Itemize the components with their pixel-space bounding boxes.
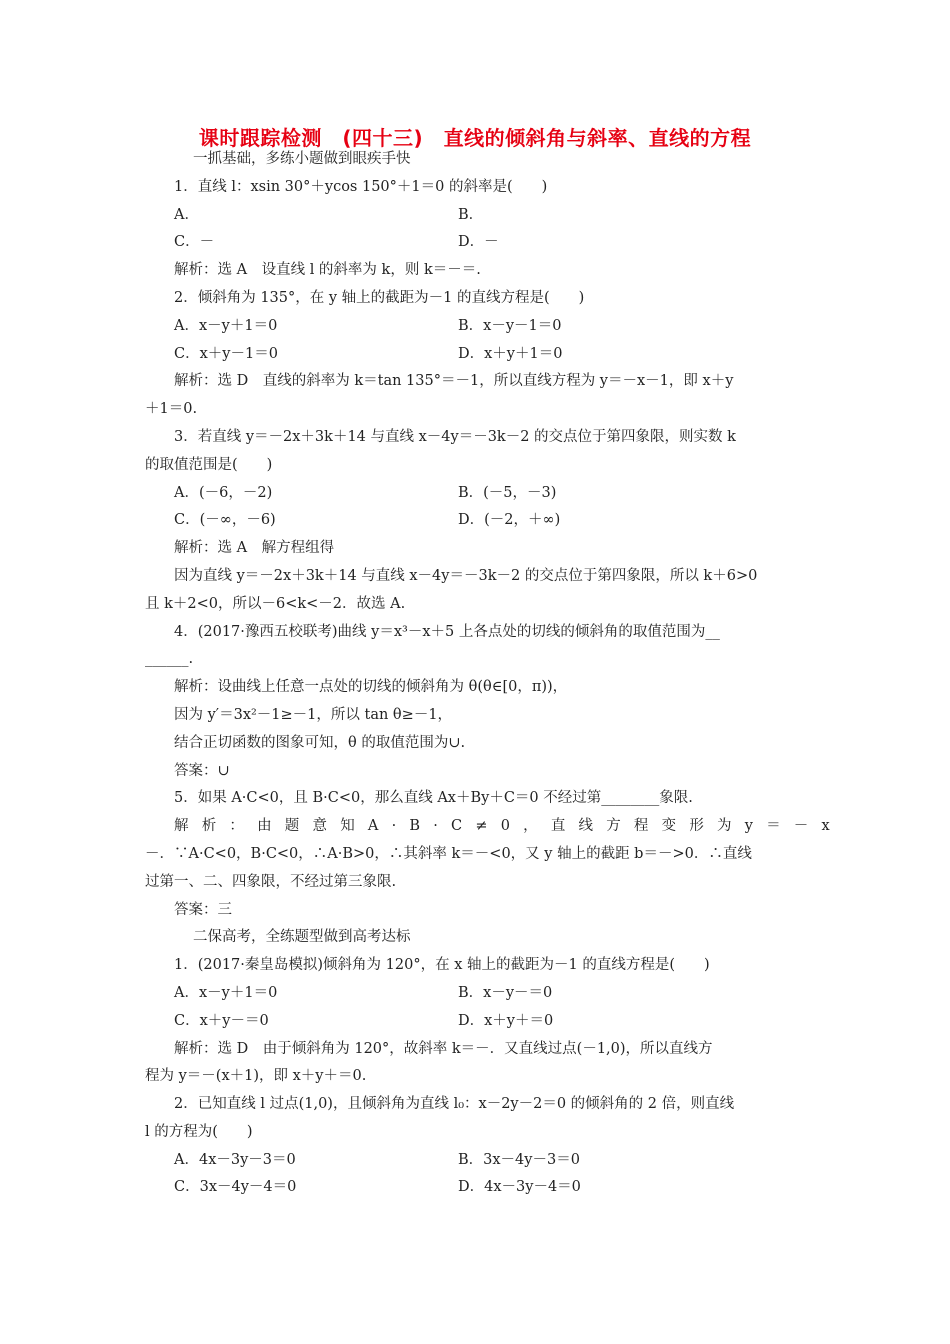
options-row	[145, 229, 807, 257]
option-left: C．x＋y－＝0	[174, 1012, 269, 1029]
text-line: 答案：∪	[174, 762, 230, 779]
text-line: 因为直线 y＝－2x＋3k＋14 与直线 x－4y＝－3k－2 的交点位于第四象限，所以 k＋6>0	[174, 567, 758, 584]
option-right: D．－	[458, 234, 499, 251]
text-line: 4．(2017·豫西五校联考)曲线 y＝x³－x＋5 上各点处的切线的倾斜角的取值范围为__	[174, 623, 720, 640]
option-right: D．x＋y＋1＝0	[458, 345, 563, 362]
section-heading: 二保高考，全练题型做到高考达标	[193, 929, 411, 946]
options-row	[145, 1147, 807, 1175]
text-line: 的取值范围是( )	[145, 456, 273, 473]
option-right: B．x－y－1＝0	[458, 317, 562, 334]
options-row	[145, 313, 807, 341]
options-row	[145, 1174, 807, 1202]
text-line: 因为 y′＝3x²－1≥－1，所以 tan θ≥－1，	[174, 706, 453, 723]
text-line: －．∵A·C<0，B·C<0，∴A·B>0，∴其斜率 k＝－<0，又 y 轴上的截距 b＝－>0．∴直线	[145, 845, 752, 862]
document-body	[145, 146, 843, 1202]
option-right: B．(－5，－3)	[458, 484, 557, 501]
text-line: 解析：选 A 设直线 l 的斜率为 k，则 k＝－＝.	[174, 262, 481, 279]
option-left: A．(－6，－2)	[174, 484, 273, 501]
section-heading: 一抓基础，多练小题做到眼疾手快	[193, 151, 411, 167]
option-left: A．x－y＋1＝0	[174, 984, 278, 1001]
option-left: A．x－y＋1＝0	[174, 317, 278, 334]
text-line: 3．若直线 y＝－2x＋3k＋14 与直线 x－4y＝－3k－2 的交点位于第四象限，则实数 k	[174, 428, 736, 445]
text-line: 1．(2017·秦皇岛模拟)倾斜角为 120°，在 x 轴上的截距为－1 的直线方程是( )	[174, 957, 710, 974]
option-right: D．(－2，＋∞)	[458, 512, 561, 529]
text-line: 解析：选 A 解方程组得	[174, 540, 335, 557]
option-right: B．x－y－＝0	[458, 984, 553, 1001]
option-left: A．4x－3y－3＝0	[174, 1151, 296, 1168]
option-right: D．x＋y＋＝0	[458, 1012, 554, 1029]
option-left: C．x＋y－1＝0	[174, 345, 278, 362]
option-left: C．(－∞，－6)	[174, 512, 276, 529]
text-line: ______.	[145, 651, 194, 668]
options-row	[145, 202, 807, 230]
text-line: 解析：设曲线上任意一点处的切线的倾斜角为 θ(θ∈[0，π))，	[174, 679, 568, 696]
text-line: 程为 y＝－(x＋1)，即 x＋y＋＝0.	[145, 1068, 367, 1085]
text-line: 2．倾斜角为 135°，在 y 轴上的截距为－1 的直线方程是( )	[174, 289, 585, 306]
option-right: B．	[458, 206, 484, 223]
options-row	[145, 480, 807, 508]
options-row	[145, 341, 807, 369]
option-left: C．3x－4y－4＝0	[174, 1179, 297, 1196]
options-row	[145, 1008, 807, 1036]
text-line: 结合正切函数的图象可知，θ 的取值范围为∪.	[174, 734, 466, 751]
text-line: 解析：选 D 由于倾斜角为 120°，故斜率 k＝－．又直线过点(－1,0)，所以直线方	[174, 1040, 713, 1057]
text-line: 过第一、二、四象限，不经过第三象限.	[145, 873, 397, 890]
options-row	[145, 507, 807, 535]
text-line: 解析：由题意知A·B·C≠0，直线方程变形为y＝－x	[174, 818, 843, 835]
text-line: 答案：三	[174, 901, 232, 918]
options-row	[145, 980, 807, 1008]
option-right: D．4x－3y－4＝0	[458, 1179, 581, 1196]
option-right: B．3x－4y－3＝0	[458, 1151, 580, 1168]
option-left: A．	[174, 206, 199, 223]
text-line: 解析：选 D 直线的斜率为 k＝tan 135°＝－1，所以直线方程为 y＝－x－1，即 x＋y	[174, 373, 734, 390]
option-left: C．－	[174, 234, 215, 251]
text-line: 2．已知直线 l 过点(1,0)，且倾斜角为直线 l₀：x－2y－2＝0 的倾斜角的 2 倍，则直线	[174, 1096, 735, 1113]
text-line: 且 k＋2<0，所以－6<k<－2．故选 A.	[145, 595, 406, 612]
page-title: 课时跟踪检测 (四十三) 直线的倾斜角与斜率、直线的方程	[198, 126, 752, 150]
text-line: ＋1＝0.	[145, 401, 198, 418]
text-line: 5．如果 A·C<0，且 B·C<0，那么直线 Ax＋By＋C＝0 不经过第________象限.	[174, 790, 693, 807]
text-line: l 的方程为( )	[145, 1123, 253, 1140]
text-line: 1．直线 l：xsin 30°＋ycos 150°＋1＝0 的斜率是( )	[174, 178, 548, 195]
